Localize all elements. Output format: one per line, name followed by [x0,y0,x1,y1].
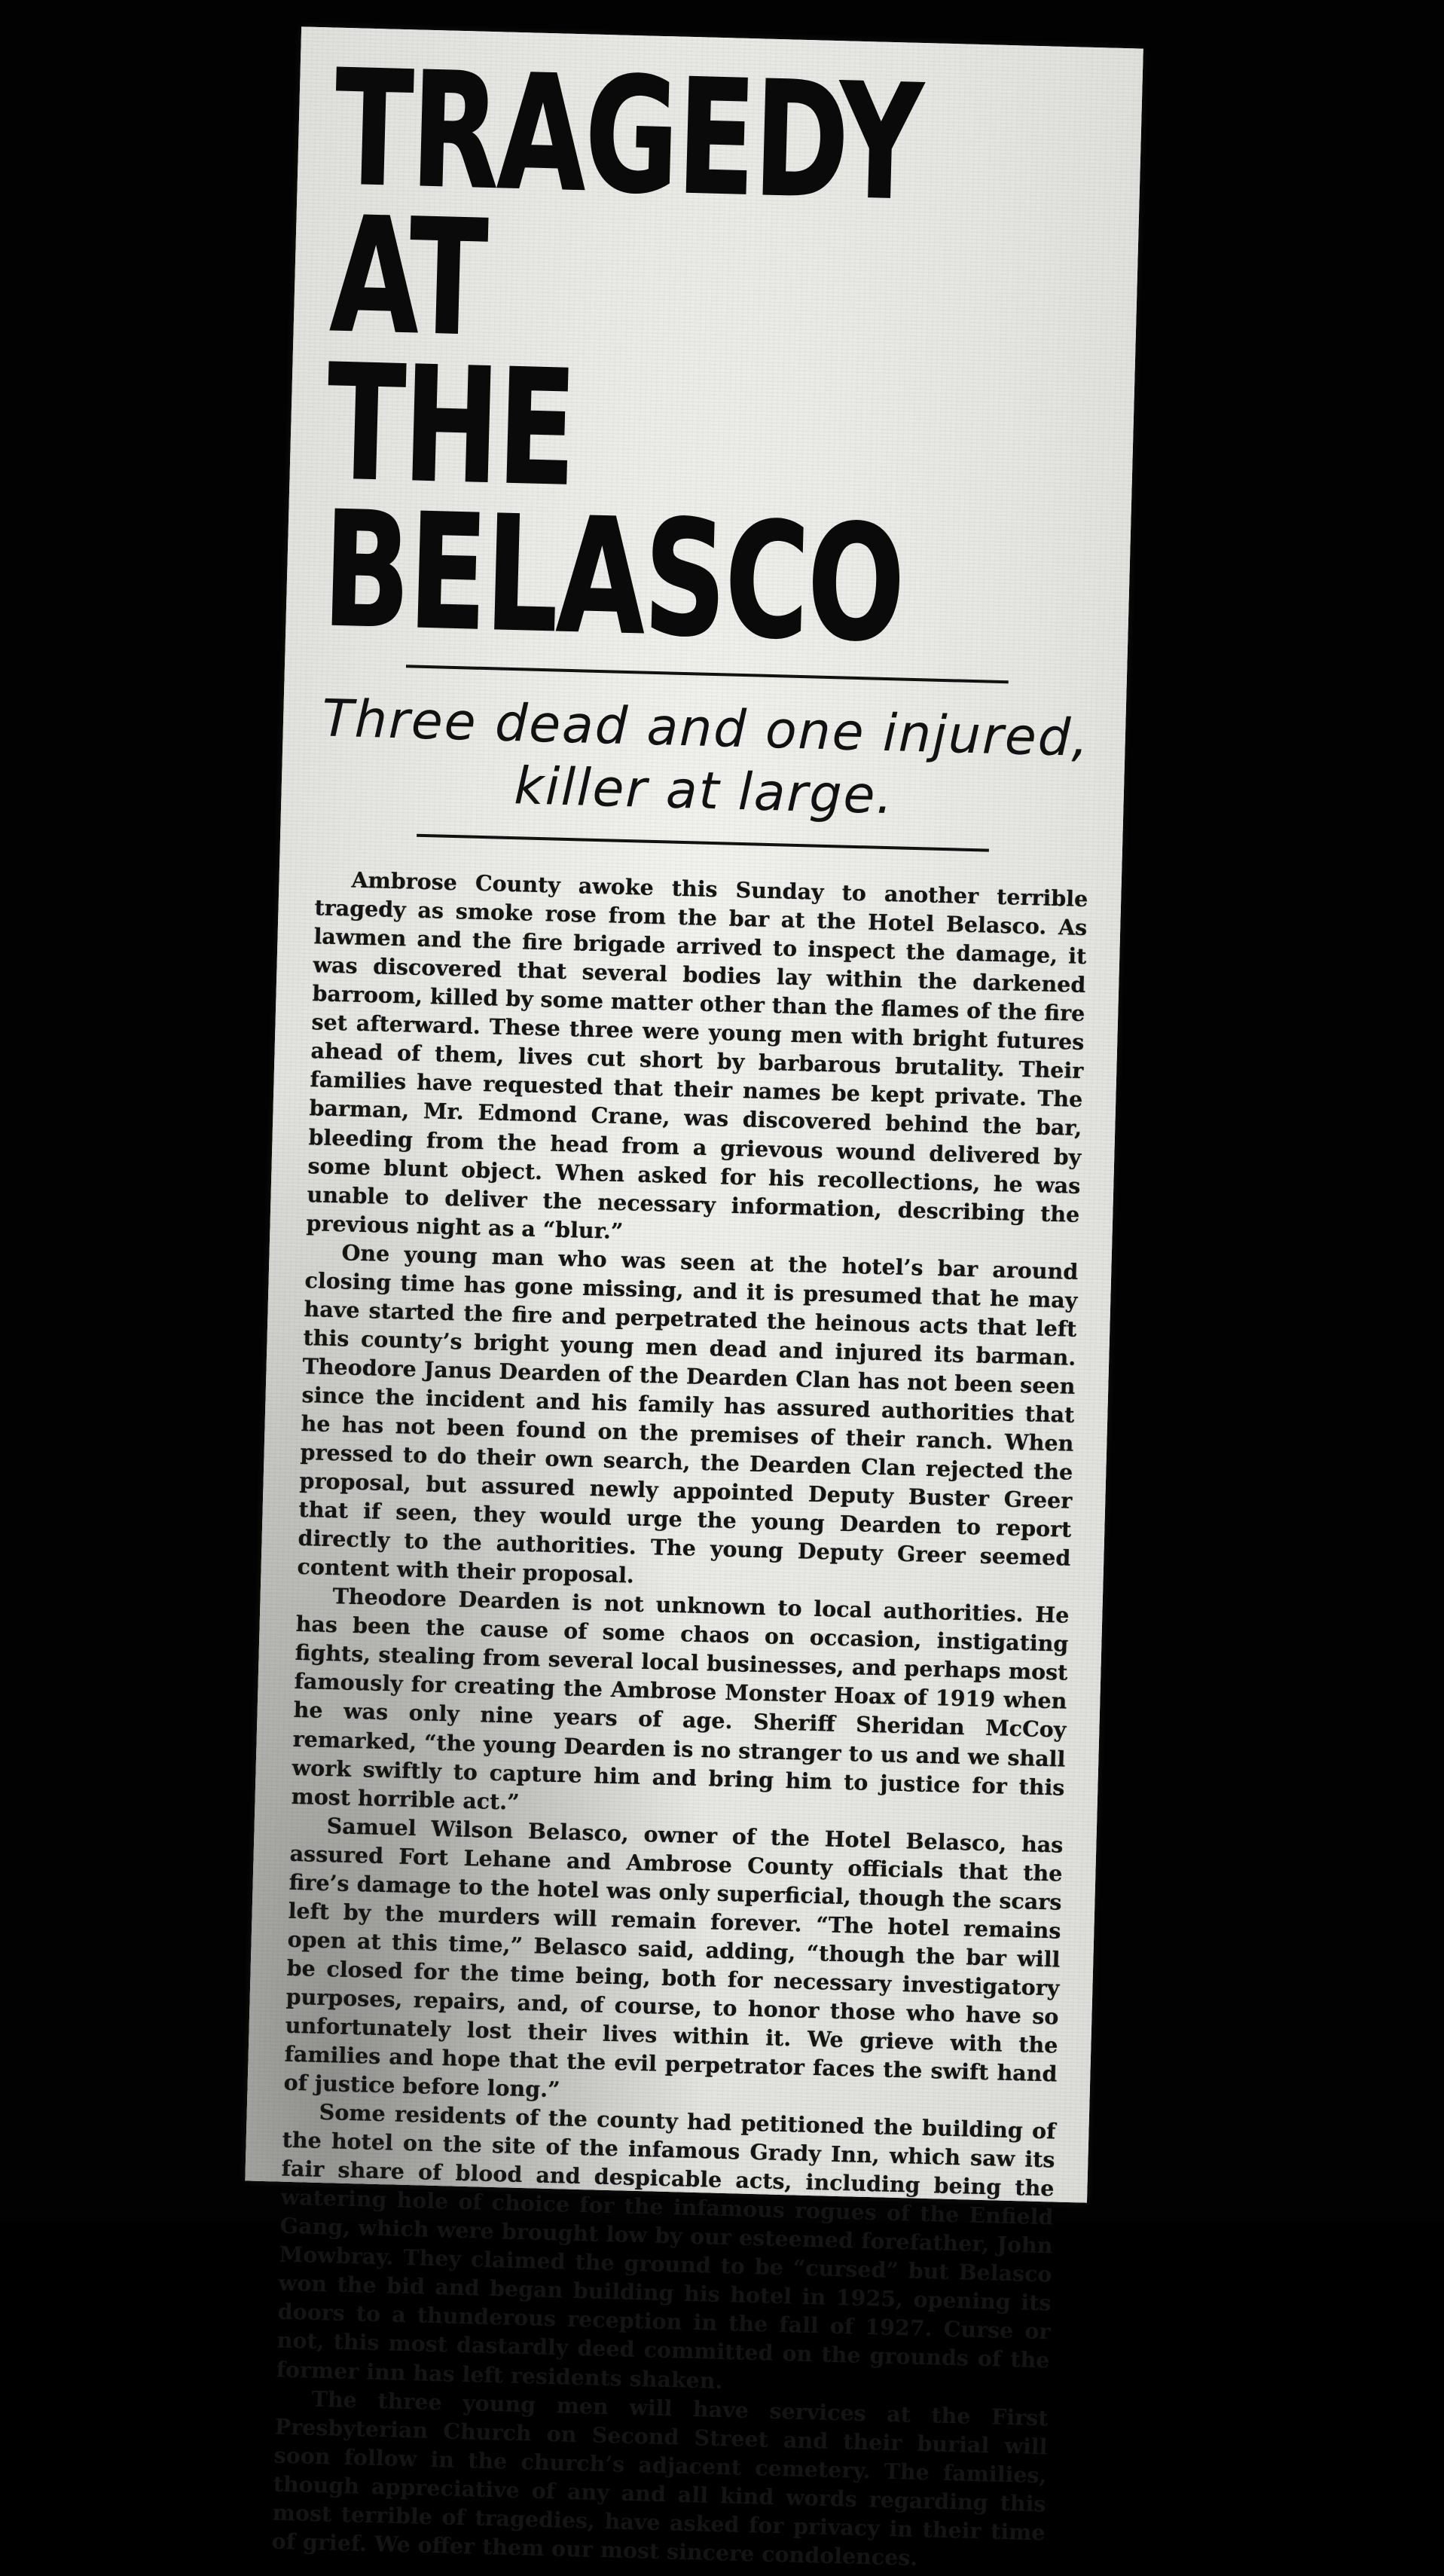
paragraph-2: One young man who was seen at the hotel’s bar around closing time has gone missing, and it is presumed that he may have started the fire and perpetrated the heinous acts that left this county’s bright young men dead and injured its barman. Theodore Janus Dearden of the Dearden Clan has not been seen since the incident and his family has assured authorities that he has not been found on the premises of their ranch. When pressed to do their own search, the Dearden Clan rejected the proposal, but assured newly appointed Deputy Buster Greer that if seen, they would urge the young Dearden to report directly to the authorities. The young Deputy Greer seemed content with their proposal. [297,1239,1079,1588]
headline-line-2: THE BELASCO [321,330,906,677]
bottom-rule [417,834,988,852]
headline-line-1: TRAGEDY AT [328,35,923,372]
paragraph-4: Samuel Wilson Belasco, owner of the Hotel Belasco, has assured Fort Lehane and Ambrose County officials that the fire’s damage to the hotel was only superficial, though the scars left by the murders will remain forever. “The hotel remains open at this time,” Belasco said, adding, “though the bar will be closed for the time being, both for necessary investigatory purposes, repairs, and, of course, to honor those who have so unfortunately lost their lives within it. We grieve with the families and hope that the evil perpetrator faces the swift hand of justice before long.” [283,1812,1064,2103]
newspaper-clipping [245,26,1143,2571]
subhead-line-1: Three dead and one injured, [321,689,1091,769]
paragraph-1: Ambrose County awoke this Sunday to another terrible tragedy as smoke rose from the bar at the Hotel Belasco. As lawmen and the fire brigade arrived to inspect the damage, it was discovered that several bodies lay within the darkened barroom, killed by some matter other than the flames of the fire set afterward. These three were young men with bright futures ahead of them, lives cut short by barbarous brutality. Their families have requested that their names be kept private. The barman, Mr. Edmond Crane, was discovered behind the bar, bleeding from the head from a grievous wound delivered by some blunt object. When asked for his recollections, he was unable to deliver the necessary information, describing the previous night as a “blur.” [306,866,1088,1244]
subhead-line-2: killer at large. [513,756,896,827]
subheadline [317,689,1093,834]
paragraph-6: The three young men will have services at the First Presbyterian Church on Second Street and their burial will soon follow in the church’s adjacent cemetery. The families, though appreciative of any and all kind words regarding this most terrible of tragedies, have asked for privacy in their time of grief. We offer them our most sincere condolences. [271,2385,1049,2571]
article-body [271,864,1088,2575]
headline [321,35,1110,677]
paragraph-3: Theodore Dearden is not unknown to local authorities. He has been the cause of some chaos on occasion, instigating fights, stealing from several local businesses, and perhaps most famously for creating the Ambrose Monster Hoax of 1919 when he was only nine years of age. Sheriff Sheridan McCoy remarked, “the young Dearden is no stranger to us and we shall work swiftly to capture him and bring him to justice for this most horrible act.” [291,1583,1070,1815]
paragraph-5: Some residents of the county had petitioned the building of the hotel on the site of the infamous Grady Inn, which saw its fair share of blood and despicable acts, including being the watering hole of choice for the infamous rogues of the Enfield Gang, which were brought low by our esteemed forefather, John Mowbray. They claimed the ground to be “cursed” but Belasco won the bid and began building his hotel in 1925, opening its doors to a thunderous reception in the fall of 1927. Curse or not, this most dastardly deed committed on the grounds of the former inn has left residents shaken. [276,2099,1056,2394]
